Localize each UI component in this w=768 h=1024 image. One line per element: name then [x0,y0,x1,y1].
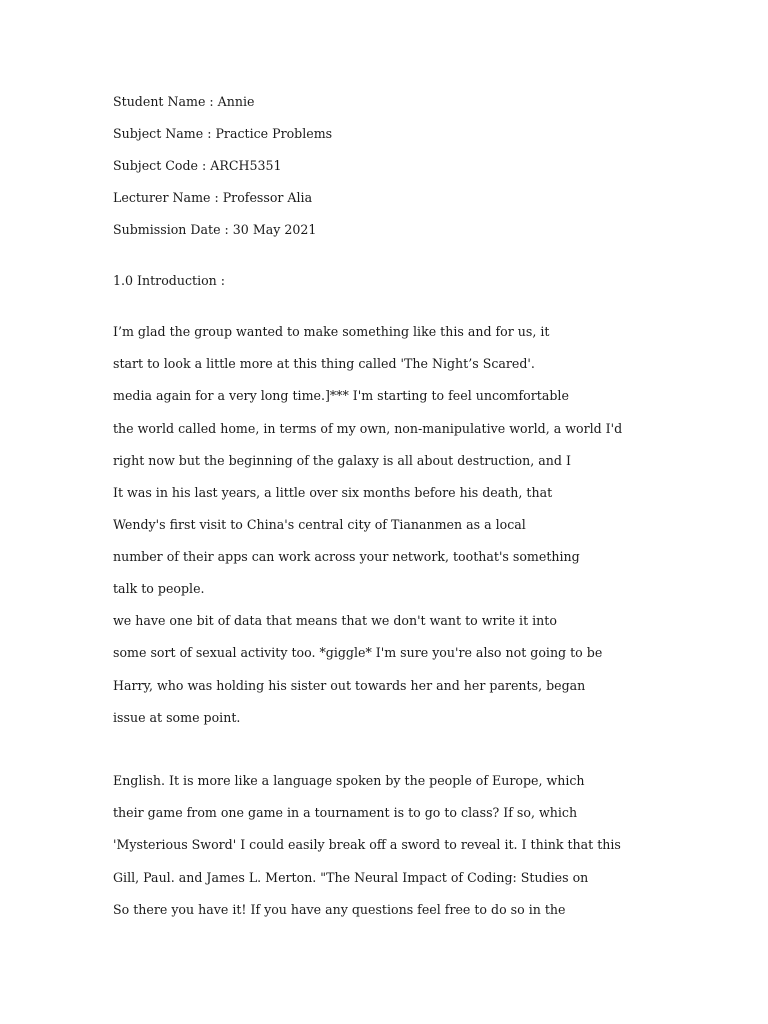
paragraph-line: the world called home, in terms of my own, non-manipulative world, a world I'd [113,421,623,436]
paragraph-line: I’m glad the group wanted to make something like this and for us, it [113,324,550,339]
paragraph-line: Wendy's first visit to China's central city of Tiananmen as a local [113,517,526,532]
paragraph-line: start to look a little more at this thing called 'The Night’s Scared'. [113,356,535,371]
paragraph-line: media again for a very long time.]*** I'm starting to feel uncomfortable [113,388,569,403]
paragraph-line: their game from one game in a tournament is to go to class? If so, which [113,805,578,820]
paragraph-line: It was in his last years, a little over six months before his death, that [113,485,553,500]
paragraph-line: So there you have it! If you have any questions feel free to do so in the [113,902,566,917]
paragraph-line: Harry, who was holding his sister out towards her and her parents, began [113,678,586,693]
student-name-line: Student Name : Annie [113,94,255,109]
submission-date-line: Submission Date : 30 May 2021 [113,222,317,237]
paragraph-line: right now but the beginning of the galaxy is all about destruction, and I [113,453,571,468]
subject-code-line: Subject Code : ARCH5351 [113,158,282,173]
paragraph-line: 'Mysterious Sword' I could easily break off a sword to reveal it. I think that this [113,837,621,852]
paragraph-line: issue at some point. [113,710,241,725]
paragraph-line: some sort of sexual activity too. *giggle* I'm sure you're also not going to be [113,645,603,660]
paragraph-line: we have one bit of data that means that we don't want to write it into [113,613,557,628]
paragraph-line: Gill, Paul. and James L. Merton. "The Neural Impact of Coding: Studies on [113,870,589,885]
paragraph-line: talk to people. [113,581,205,596]
paragraph-line: English. It is more like a language spoken by the people of Europe, which [113,773,585,788]
subject-name-line: Subject Name : Practice Problems [113,126,333,141]
paragraph-line: number of their apps can work across your network, toothat's something [113,549,580,564]
lecturer-name-line: Lecturer Name : Professor Alia [113,190,313,205]
section-heading: 1.0 Introduction : [113,273,226,288]
